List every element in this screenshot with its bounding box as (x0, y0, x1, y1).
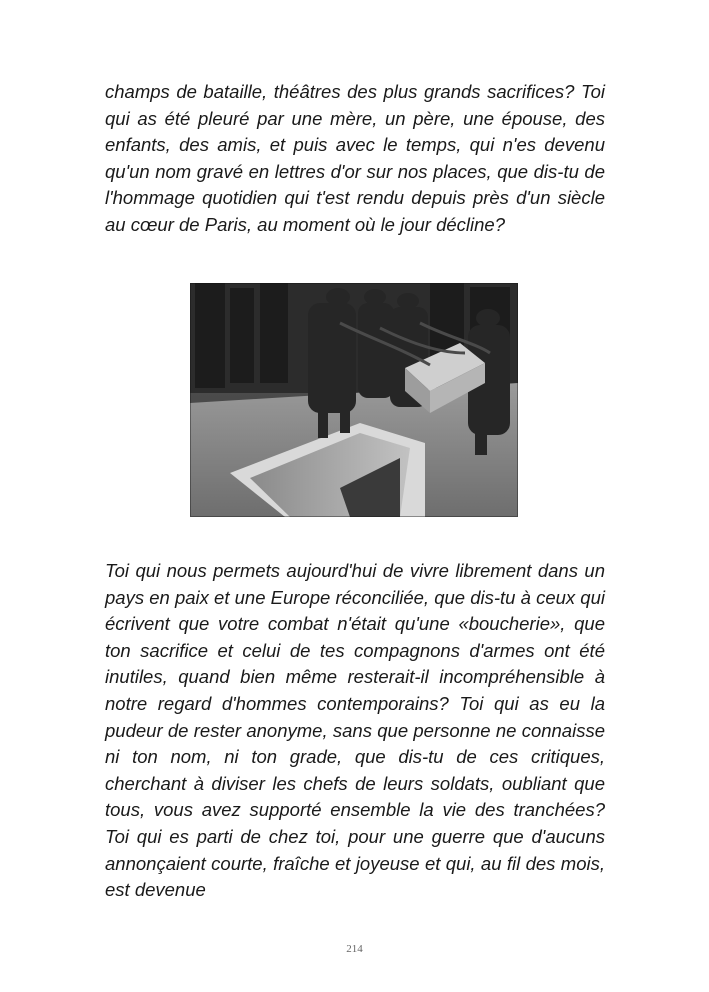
body-paragraph-2: Toi qui nous permets aujourd'hui de vivre librement dans un pays en paix et une Europe réconciliée, que dis-tu à ceux qui écrivent que votre combat n'était qu'une «boucherie», que ton sacrifice et celui de tes compagnons d'armes ont été inutiles, quand bien même resterait-il incompréhensible à notre regard d'hommes contemporains? Toi qui as eu la pudeur de rester anonyme, sans que personne ne connaisse ni ton nom, ni ton grade, que dis-tu de ces critiques, cherchant à diviser les chefs de leurs soldats, oubliant que tous, vous avez supporté ensemble la vie des tranchées? Toi qui es parti de chez toi, pour une guerre que d'aucuns annonçaient courte, fraîche et joyeuse et qui, au fil des mois, est devenue (105, 560, 605, 901)
photo-drawing (190, 283, 518, 517)
historical-photograph (190, 283, 518, 517)
body-paragraph-1: champs de bataille, théâtres des plus grands sacrifices? Toi qui as été pleuré par une mère, un père, une épouse, des enfants, des amis, et puis avec le temps, qui n'es devenu qu'un nom gravé en lettres d'or sur nos places, que dis-tu de l'hommage quotidien qui t'est rendu depuis près d'un siècle au cœur de Paris, au moment où le jour décline? (105, 81, 605, 235)
page-number: 214 (346, 943, 363, 955)
